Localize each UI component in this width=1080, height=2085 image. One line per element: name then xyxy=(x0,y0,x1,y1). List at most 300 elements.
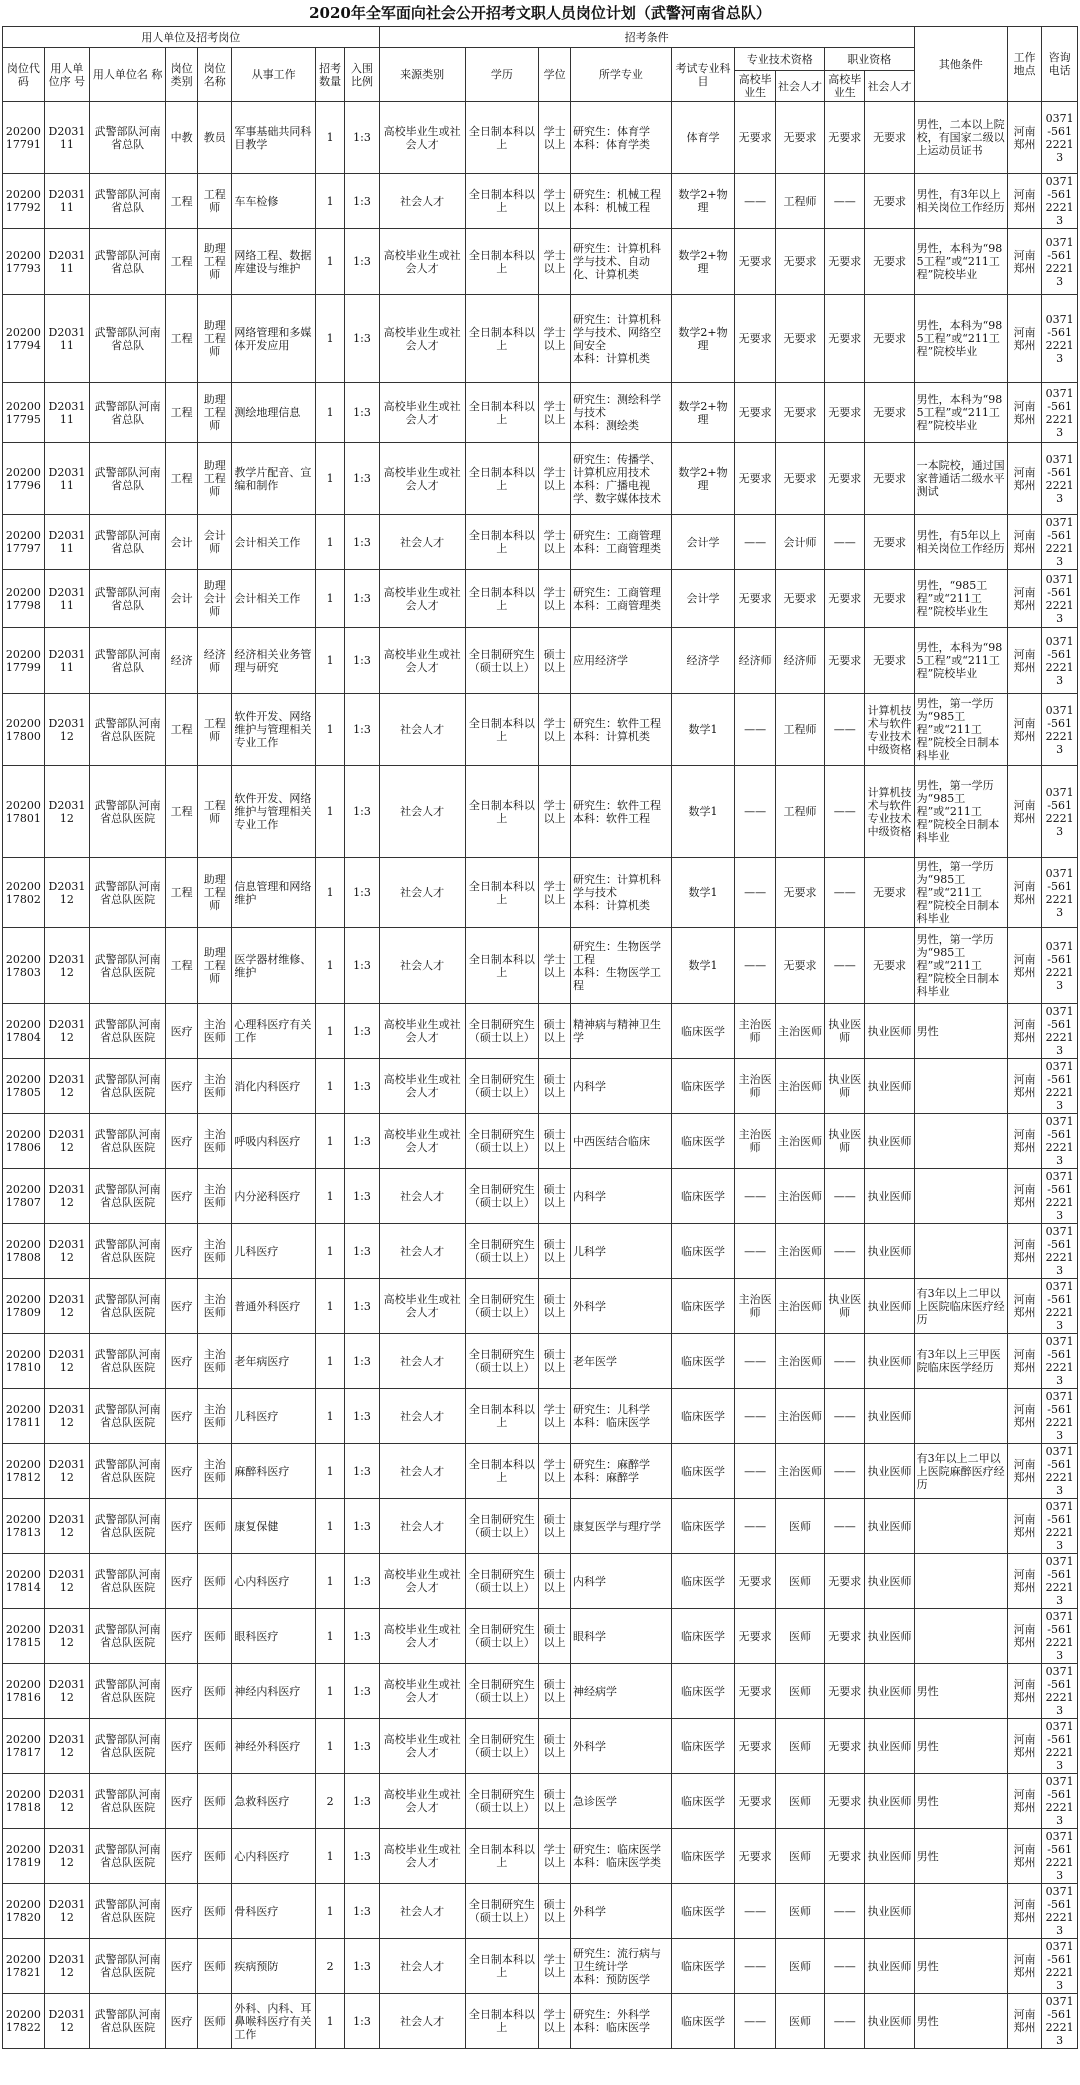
header-phone: 咨询电话 xyxy=(1042,27,1078,102)
table-cell: 主治医师 xyxy=(735,1279,775,1334)
header-exam: 考试专业科目 xyxy=(671,48,735,102)
table-cell: 武警部队河南省总队 xyxy=(90,515,166,570)
table-cell: 主治医师 xyxy=(198,1389,232,1444)
document-title: 2020年全军面向社会公开招考文职人员岗位计划（武警河南省总队） xyxy=(309,4,771,22)
header-code: 岗位代码 xyxy=(3,48,45,102)
table-cell: 内分泌科医疗 xyxy=(232,1169,315,1224)
table-cell: 1:3 xyxy=(345,1114,379,1169)
table-row xyxy=(3,928,1078,1004)
table-cell: 1 xyxy=(315,1554,344,1609)
table-cell: 1 xyxy=(315,1884,344,1939)
table-cell: 会计学 xyxy=(671,570,735,628)
table-cell: 1 xyxy=(315,295,344,383)
table-cell: D203111 xyxy=(44,515,89,570)
table-cell: 高校毕业生或社会人才 xyxy=(379,443,465,515)
table-cell: 河南郑州 xyxy=(1007,174,1041,229)
table-cell: 武警部队河南省总队医院 xyxy=(90,1389,166,1444)
table-cell: 全日制本科以上 xyxy=(465,174,539,229)
table-cell: 1 xyxy=(315,1169,344,1224)
table-cell: 1 xyxy=(315,1664,344,1719)
table-cell: 1:3 xyxy=(345,1829,379,1884)
header-category: 岗位类别 xyxy=(166,48,198,102)
table-cell: 1 xyxy=(315,515,344,570)
table-cell: 医师 xyxy=(198,1884,232,1939)
table-cell: 学士以上 xyxy=(539,443,571,515)
header-major: 所学专业 xyxy=(571,48,672,102)
table-cell: 临床医学 xyxy=(671,1169,735,1224)
table-cell: 0371-56122213 xyxy=(1042,1554,1078,1609)
table-cell: 全日制研究生（硕士以上） xyxy=(465,1499,539,1554)
table-cell: 执业医师 xyxy=(865,1939,914,1994)
table-cell: 社会人才 xyxy=(379,694,465,766)
table-cell: 1 xyxy=(315,1224,344,1279)
table-cell: 无要求 xyxy=(865,174,914,229)
table-cell: 无要求 xyxy=(775,102,824,174)
table-cell: 社会人才 xyxy=(379,766,465,858)
table-cell: 执业医师 xyxy=(865,1994,914,2049)
table-row xyxy=(3,515,1078,570)
table-cell: 1:3 xyxy=(345,928,379,1004)
table-cell: —— xyxy=(735,1389,775,1444)
table-cell: 1:3 xyxy=(345,1664,379,1719)
table-cell: 学士以上 xyxy=(539,1389,571,1444)
table-cell: 医疗 xyxy=(166,1884,198,1939)
table-cell: 无要求 xyxy=(825,1664,865,1719)
table-cell: 男性，第一学历为“985工程”或“211工程”院校全日制本科毕业 xyxy=(914,858,1007,928)
table-row xyxy=(3,1994,1078,2049)
table-cell: 无要求 xyxy=(825,1774,865,1829)
table-cell: 全日制本科以上 xyxy=(465,229,539,295)
table-cell: 1:3 xyxy=(345,1059,379,1114)
table-cell: 河南郑州 xyxy=(1007,1334,1041,1389)
table-cell: 会计师 xyxy=(775,515,824,570)
table-cell: 高校毕业生或社会人才 xyxy=(379,1664,465,1719)
table-cell: 2020017820 xyxy=(3,1884,45,1939)
table-cell: 主治医师 xyxy=(775,1279,824,1334)
table-cell: 1 xyxy=(315,174,344,229)
table-cell: 0371-56122213 xyxy=(1042,1004,1078,1059)
table-cell: 老年病医疗 xyxy=(232,1334,315,1389)
table-cell: 2020017817 xyxy=(3,1719,45,1774)
table-cell: 武警部队河南省总队医院 xyxy=(90,1224,166,1279)
table-cell: 全日制本科以上 xyxy=(465,443,539,515)
table-cell: 1 xyxy=(315,102,344,174)
table-row xyxy=(3,229,1078,295)
table-cell: 武警部队河南省总队医院 xyxy=(90,1884,166,1939)
table-row xyxy=(3,1004,1078,1059)
table-cell: 2020017818 xyxy=(3,1774,45,1829)
table-row xyxy=(3,1444,1078,1499)
table-cell: 1 xyxy=(315,1279,344,1334)
table-cell: 临床医学 xyxy=(671,1829,735,1884)
table-cell: 无要求 xyxy=(735,383,775,443)
table-cell: 医师 xyxy=(198,1939,232,1994)
table-cell: 有3年以上二甲以上医院临床医疗经历 xyxy=(914,1279,1007,1334)
table-cell: 河南郑州 xyxy=(1007,570,1041,628)
table-cell: 无要求 xyxy=(735,1774,775,1829)
table-cell: 执业医师 xyxy=(865,1884,914,1939)
table-cell: 2020017799 xyxy=(3,628,45,694)
table-cell: 工程师 xyxy=(198,174,232,229)
table-cell: 医疗 xyxy=(166,1719,198,1774)
header-group-conditions: 招考条件 xyxy=(379,27,914,48)
table-cell: 中西医结合临床 xyxy=(571,1114,672,1169)
table-cell: 临床医学 xyxy=(671,1004,735,1059)
table-cell: 无要求 xyxy=(865,858,914,928)
table-cell: D203111 xyxy=(44,570,89,628)
table-cell: 学士以上 xyxy=(539,570,571,628)
table-cell: —— xyxy=(735,1994,775,2049)
header-education: 学历 xyxy=(465,48,539,102)
table-cell: 全日制研究生（硕士以上） xyxy=(465,628,539,694)
table-cell: 医疗 xyxy=(166,1334,198,1389)
table-cell: 教员 xyxy=(198,102,232,174)
table-cell: 2020017815 xyxy=(3,1609,45,1664)
table-cell: 1:3 xyxy=(345,295,379,383)
table-cell: 全日制本科以上 xyxy=(465,515,539,570)
table-cell: 0371-56122213 xyxy=(1042,515,1078,570)
table-cell: 经济相关业务管理与研究 xyxy=(232,628,315,694)
table-cell: 2020017793 xyxy=(3,229,45,295)
table-row xyxy=(3,1389,1078,1444)
table-cell: 2020017813 xyxy=(3,1499,45,1554)
table-cell: D203112 xyxy=(44,928,89,1004)
table-cell: —— xyxy=(735,1884,775,1939)
table-cell: 0371-56122213 xyxy=(1042,1444,1078,1499)
table-cell: 学士以上 xyxy=(539,1444,571,1499)
table-cell: 研究生：测绘科学与技术 本科：测绘类 xyxy=(571,383,672,443)
table-cell: 研究生：外科学 本科：临床医学 xyxy=(571,1994,672,2049)
table-cell: 助理工程师 xyxy=(198,229,232,295)
table-cell: 医疗 xyxy=(166,1169,198,1224)
table-cell: 数学1 xyxy=(671,858,735,928)
table-cell: 武警部队河南省总队医院 xyxy=(90,1059,166,1114)
table-cell: 无要求 xyxy=(825,229,865,295)
table-cell: 无要求 xyxy=(775,229,824,295)
table-cell: 高校毕业生或社会人才 xyxy=(379,1114,465,1169)
table-cell: 无要求 xyxy=(775,295,824,383)
table-cell xyxy=(914,1609,1007,1664)
table-cell: 社会人才 xyxy=(379,174,465,229)
table-cell: 无要求 xyxy=(825,102,865,174)
table-cell: 0371-56122213 xyxy=(1042,1609,1078,1664)
table-cell: 社会人才 xyxy=(379,1499,465,1554)
table-cell: 无要求 xyxy=(735,1664,775,1719)
table-cell: 主治医师 xyxy=(775,1444,824,1499)
table-cell: 2020017810 xyxy=(3,1334,45,1389)
table-row xyxy=(3,1059,1078,1114)
table-cell: 河南郑州 xyxy=(1007,1774,1041,1829)
table-cell: 无要求 xyxy=(735,1554,775,1609)
table-cell: 无要求 xyxy=(865,295,914,383)
table-cell: 无要求 xyxy=(865,628,914,694)
table-cell: 河南郑州 xyxy=(1007,1004,1041,1059)
table-cell: D203112 xyxy=(44,1554,89,1609)
table-row xyxy=(3,766,1078,858)
table-cell: 助理工程师 xyxy=(198,383,232,443)
table-row xyxy=(3,1169,1078,1224)
table-cell: 全日制本科以上 xyxy=(465,383,539,443)
table-cell: —— xyxy=(825,928,865,1004)
table-cell: 工程 xyxy=(166,295,198,383)
table-cell: 武警部队河南省总队医院 xyxy=(90,1554,166,1609)
table-cell: 河南郑州 xyxy=(1007,1224,1041,1279)
table-cell: 消化内科医疗 xyxy=(232,1059,315,1114)
table-cell: 0371-56122213 xyxy=(1042,1774,1078,1829)
table-cell: 医师 xyxy=(198,1994,232,2049)
table-cell: 无要求 xyxy=(825,628,865,694)
table-cell: 研究生：流行病与卫生统计学 本科：预防医学 xyxy=(571,1939,672,1994)
table-cell: D203112 xyxy=(44,1059,89,1114)
table-row xyxy=(3,1939,1078,1994)
table-cell: 计算机技术与软件专业技术中级资格 xyxy=(865,694,914,766)
table-cell: 急救科医疗 xyxy=(232,1774,315,1829)
table-cell: 临床医学 xyxy=(671,1554,735,1609)
table-cell: 心理科医疗有关工作 xyxy=(232,1004,315,1059)
table-cell: 1 xyxy=(315,628,344,694)
table-cell: 高校毕业生或社会人才 xyxy=(379,102,465,174)
table-cell: 河南郑州 xyxy=(1007,858,1041,928)
table-cell: 医疗 xyxy=(166,1664,198,1719)
table-cell: 会计相关工作 xyxy=(232,570,315,628)
table-row xyxy=(3,1884,1078,1939)
table-cell: —— xyxy=(735,174,775,229)
table-cell: 男性 xyxy=(914,1774,1007,1829)
table-cell: 医师 xyxy=(198,1664,232,1719)
table-cell: —— xyxy=(735,928,775,1004)
table-cell: D203112 xyxy=(44,1279,89,1334)
table-cell: 神经内科医疗 xyxy=(232,1664,315,1719)
table-cell: 无要求 xyxy=(735,443,775,515)
table-cell: 武警部队河南省总队医院 xyxy=(90,1334,166,1389)
table-cell: 工程 xyxy=(166,694,198,766)
table-cell: 1:3 xyxy=(345,174,379,229)
table-cell: —— xyxy=(735,515,775,570)
table-cell: 2020017805 xyxy=(3,1059,45,1114)
table-cell: 武警部队河南省总队医院 xyxy=(90,1004,166,1059)
table-cell: 高校毕业生或社会人才 xyxy=(379,1004,465,1059)
table-cell: 2020017797 xyxy=(3,515,45,570)
table-cell: 医师 xyxy=(198,1829,232,1884)
table-cell: 执业医师 xyxy=(865,1334,914,1389)
table-row xyxy=(3,858,1078,928)
table-cell: 武警部队河南省总队医院 xyxy=(90,766,166,858)
table-cell: 1:3 xyxy=(345,1994,379,2049)
table-cell: 学士以上 xyxy=(539,694,571,766)
table-cell: 硕士以上 xyxy=(539,1059,571,1114)
table-row xyxy=(3,628,1078,694)
table-cell: 0371-56122213 xyxy=(1042,1829,1078,1884)
table-cell: —— xyxy=(825,515,865,570)
table-cell: 1 xyxy=(315,858,344,928)
table-cell: 0371-56122213 xyxy=(1042,1664,1078,1719)
table-cell: 河南郑州 xyxy=(1007,694,1041,766)
table-cell: 社会人才 xyxy=(379,1169,465,1224)
table-cell: 医师 xyxy=(198,1554,232,1609)
table-cell: 主治医师 xyxy=(198,1224,232,1279)
table-cell: 男性 xyxy=(914,1664,1007,1719)
table-cell: 高校毕业生或社会人才 xyxy=(379,1719,465,1774)
table-row xyxy=(3,1609,1078,1664)
table-cell: 医疗 xyxy=(166,1279,198,1334)
table-cell: 经济师 xyxy=(775,628,824,694)
header-voc-grad: 高校毕业生 xyxy=(825,71,865,102)
table-cell: 助理工程师 xyxy=(198,295,232,383)
table-cell: 临床医学 xyxy=(671,1114,735,1169)
table-cell: 男性，二本以上院校，有国家二级以上运动员证书 xyxy=(914,102,1007,174)
table-cell: 学士以上 xyxy=(539,1829,571,1884)
table-cell: D203112 xyxy=(44,1884,89,1939)
table-cell: 全日制本科以上 xyxy=(465,766,539,858)
table-cell: 临床医学 xyxy=(671,1719,735,1774)
table-cell: 数学1 xyxy=(671,928,735,1004)
table-cell: 河南郑州 xyxy=(1007,1664,1041,1719)
table-cell: 全日制研究生（硕士以上） xyxy=(465,1059,539,1114)
table-cell: 高校毕业生或社会人才 xyxy=(379,1279,465,1334)
table-cell: 2020017804 xyxy=(3,1004,45,1059)
table-cell: 无要求 xyxy=(735,295,775,383)
table-cell: 2020017814 xyxy=(3,1554,45,1609)
table-cell: 外科学 xyxy=(571,1719,672,1774)
table-cell: 临床医学 xyxy=(671,1334,735,1389)
table-cell: 主治医师 xyxy=(775,1334,824,1389)
table-cell: 2020017811 xyxy=(3,1389,45,1444)
table-cell: 外科、内科、耳鼻喉科医疗有关工作 xyxy=(232,1994,315,2049)
table-cell: 医疗 xyxy=(166,1994,198,2049)
table-cell: 主治医师 xyxy=(198,1444,232,1499)
table-cell: 1:3 xyxy=(345,858,379,928)
table-cell: D203112 xyxy=(44,1829,89,1884)
table-cell: —— xyxy=(825,1939,865,1994)
table-cell: 2020017798 xyxy=(3,570,45,628)
table-cell: 1 xyxy=(315,1389,344,1444)
table-cell: 网络工程、数据库建设与维护 xyxy=(232,229,315,295)
table-cell: 1:3 xyxy=(345,1774,379,1829)
table-row xyxy=(3,1114,1078,1169)
table-cell: 0371-56122213 xyxy=(1042,229,1078,295)
table-cell: 执业医师 xyxy=(865,1609,914,1664)
table-cell: 会计相关工作 xyxy=(232,515,315,570)
table-row xyxy=(3,383,1078,443)
table-cell: 数学2+物理 xyxy=(671,443,735,515)
table-cell: 数学1 xyxy=(671,766,735,858)
table-cell: 2020017801 xyxy=(3,766,45,858)
table-cell: 医师 xyxy=(775,1939,824,1994)
table-cell: D203112 xyxy=(44,1994,89,2049)
table-cell: 0371-56122213 xyxy=(1042,174,1078,229)
table-cell: —— xyxy=(825,1884,865,1939)
table-cell: 硕士以上 xyxy=(539,628,571,694)
table-cell: 全日制本科以上 xyxy=(465,1939,539,1994)
table-cell xyxy=(914,1884,1007,1939)
table-cell: 医师 xyxy=(775,1884,824,1939)
table-cell: 1:3 xyxy=(345,628,379,694)
table-cell: 工程 xyxy=(166,229,198,295)
table-cell: 全日制本科以上 xyxy=(465,570,539,628)
table-cell: 会计 xyxy=(166,570,198,628)
table-cell: 2020017794 xyxy=(3,295,45,383)
table-cell: 1 xyxy=(315,1609,344,1664)
table-cell: 研究生：软件工程 本科：计算机类 xyxy=(571,694,672,766)
table-cell: 硕士以上 xyxy=(539,1884,571,1939)
table-row xyxy=(3,174,1078,229)
table-cell: 研究生：工商管理 本科：工商管理类 xyxy=(571,515,672,570)
table-cell: 主治医师 xyxy=(775,1169,824,1224)
table-cell: 武警部队河南省总队医院 xyxy=(90,1114,166,1169)
table-cell: 临床医学 xyxy=(671,1389,735,1444)
table-cell: 执业医师 xyxy=(865,1719,914,1774)
table-cell: D203111 xyxy=(44,443,89,515)
table-cell: 全日制研究生（硕士以上） xyxy=(465,1004,539,1059)
table-cell: 工程师 xyxy=(775,174,824,229)
table-cell: 社会人才 xyxy=(379,515,465,570)
table-cell: 执业医师 xyxy=(825,1059,865,1114)
table-cell: 高校毕业生或社会人才 xyxy=(379,1554,465,1609)
table-cell: 研究生：麻醉学 本科：麻醉学 xyxy=(571,1444,672,1499)
table-cell xyxy=(914,1169,1007,1224)
table-cell: 经济 xyxy=(166,628,198,694)
table-cell: 硕士以上 xyxy=(539,1334,571,1389)
table-cell: 硕士以上 xyxy=(539,1224,571,1279)
table-cell: 研究生：生物医学工程 本科：生物医学工程 xyxy=(571,928,672,1004)
table-cell: 全日制研究生（硕士以上） xyxy=(465,1334,539,1389)
table-cell: 全日制本科以上 xyxy=(465,858,539,928)
table-cell: 普通外科医疗 xyxy=(232,1279,315,1334)
table-cell: 1:3 xyxy=(345,1499,379,1554)
table-cell: 全日制研究生（硕士以上） xyxy=(465,1554,539,1609)
table-cell: —— xyxy=(825,694,865,766)
header-post: 岗位名称 xyxy=(198,48,232,102)
table-cell: 无要求 xyxy=(865,383,914,443)
table-cell: 河南郑州 xyxy=(1007,1444,1041,1499)
header-voc-social: 社会人才 xyxy=(865,71,914,102)
table-cell: D203111 xyxy=(44,102,89,174)
table-cell: 儿科医疗 xyxy=(232,1389,315,1444)
table-cell: 全日制本科以上 xyxy=(465,694,539,766)
table-cell: 0371-56122213 xyxy=(1042,1059,1078,1114)
table-cell: 1:3 xyxy=(345,1719,379,1774)
table-cell: 医师 xyxy=(775,1774,824,1829)
table-cell: 1:3 xyxy=(345,694,379,766)
table-cell: 外科学 xyxy=(571,1884,672,1939)
table-cell xyxy=(914,1114,1007,1169)
table-cell: 全日制研究生（硕士以上） xyxy=(465,1719,539,1774)
table-cell: 心内科医疗 xyxy=(232,1554,315,1609)
table-cell: 2020017808 xyxy=(3,1224,45,1279)
table-cell: 无要求 xyxy=(825,1719,865,1774)
table-cell: 研究生：体育学 本科：体育学类 xyxy=(571,102,672,174)
table-cell: 主治医师 xyxy=(775,1389,824,1444)
table-cell: 执业医师 xyxy=(865,1444,914,1499)
table-cell: 临床医学 xyxy=(671,1059,735,1114)
table-cell: 全日制本科以上 xyxy=(465,1444,539,1499)
table-cell: 河南郑州 xyxy=(1007,1114,1041,1169)
table-cell: 高校毕业生或社会人才 xyxy=(379,295,465,383)
header-source: 来源类别 xyxy=(379,48,465,102)
table-cell: —— xyxy=(735,1444,775,1499)
table-cell: 学士以上 xyxy=(539,229,571,295)
table-cell: 执业医师 xyxy=(865,1004,914,1059)
table-cell: 1 xyxy=(315,1499,344,1554)
table-cell xyxy=(914,1224,1007,1279)
header-other: 其他条件 xyxy=(914,27,1007,102)
table-cell: 1:3 xyxy=(345,515,379,570)
table-cell: 高校毕业生或社会人才 xyxy=(379,1609,465,1664)
table-cell: 医学器材维修、维护 xyxy=(232,928,315,1004)
table-cell: 社会人才 xyxy=(379,1994,465,2049)
table-cell: D203112 xyxy=(44,1664,89,1719)
table-cell: D203112 xyxy=(44,1774,89,1829)
